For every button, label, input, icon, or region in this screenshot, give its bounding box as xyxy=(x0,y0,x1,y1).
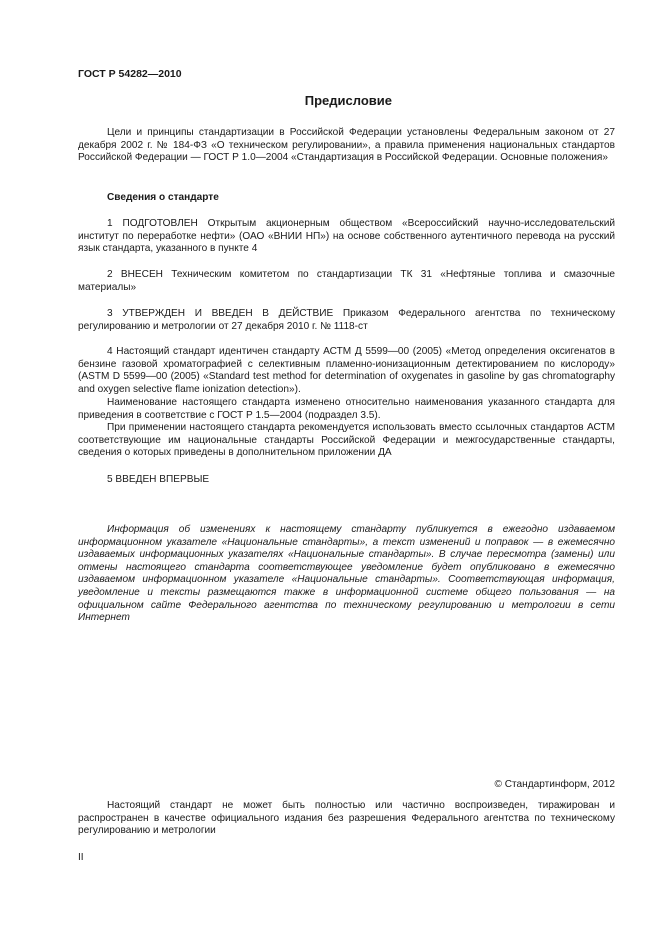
section-subtitle: Сведения о стандарте xyxy=(107,192,219,203)
item-4-name-note: Наименование настоящего стандарта изменено относительно наименования указанного стандарта для приведения в соответствие с ГОСТ Р 1.5—2004 (подраздел 3.5). xyxy=(78,397,615,421)
reproduction-rights-paragraph: Настоящий стандарт не может быть полностью или частично воспроизведен, тиражирован и распространен в качестве официального издания без разрешения Федерального агентства по техническому регулированию и метрологии xyxy=(78,800,615,837)
copyright-line: © Стандартинформ, 2012 xyxy=(494,779,615,790)
item-3-paragraph: 3 УТВЕРЖДЕН И ВВЕДЕН В ДЕЙСТВИЕ Приказом Федерального агентства по техническому регулированию и метрологии от 27 декабря 2010 г. № 1118-ст xyxy=(78,308,615,332)
amendments-notice: Информация об изменениях к настоящему стандарту публикуется в ежегодно издаваемом информационном указателе «Национальные стандарты», а текст изменений и поправок — в ежемесячно издаваемых информационных указателях «Национальные стандарты». В случае пересмотра (замены) или отмены настоящего стандарта соответствующее уведомление будет опубликовано в ежемесячно издаваемом информационном указателе «Национальные стандарты». Соответствующая информация, уведомление и тексты размещаются также в информационной системе общего пользования — на официальном сайте Федерального агентства по техническому регулированию и метрологии в сети Интернет xyxy=(78,524,615,624)
document-header: ГОСТ Р 54282—2010 xyxy=(78,68,182,80)
item-5-paragraph: 5 ВВЕДЕН ВПЕРВЫЕ xyxy=(107,474,210,485)
item-2-paragraph: 2 ВНЕСЕН Техническим комитетом по стандартизации ТК 31 «Нефтяные топлива и смазочные материалы» xyxy=(78,269,615,293)
item-4-reference-note: При применении настоящего стандарта рекомендуется использовать вместо ссылочных стандартов АСТМ соответствующие им национальные стандарты Российской Федерации и межгосударственные стандарты, сведения о которых приведены в дополнительном приложении ДА xyxy=(78,422,615,459)
page-number: II xyxy=(78,852,84,863)
intro-paragraph: Цели и принципы стандартизации в Российской Федерации установлены Федеральным законом от 27 декабря 2002 г. № 184-ФЗ «О техническом регулировании», а правила применения национальных стандартов Российской Федерации — ГОСТ Р 1.0—2004 «Стандартизация в Российской Федерации. Основные положения» xyxy=(78,127,615,164)
item-1-paragraph: 1 ПОДГОТОВЛЕН Открытым акционерным обществом «Всероссийский научно-исследовательский институт по переработке нефти» (ОАО «ВНИИ НП») на основе собственного аутентичного перевода на русский язык стандарта, указанного в пункте 4 xyxy=(78,218,615,255)
item-4-paragraph: 4 Настоящий стандарт идентичен стандарту АСТМ Д 5599—00 (2005) «Метод определения оксигенатов в бензине газовой хроматографией с селективным пламенно-ионизационным детектированием по кислороду» (ASTM D 5599—00 (2005) «Standard test method for determination of oxygenates in gasoline by gas chromatography and oxygen selective flame ionization detection»). xyxy=(78,346,615,395)
page-title: Предисловие xyxy=(304,93,392,108)
